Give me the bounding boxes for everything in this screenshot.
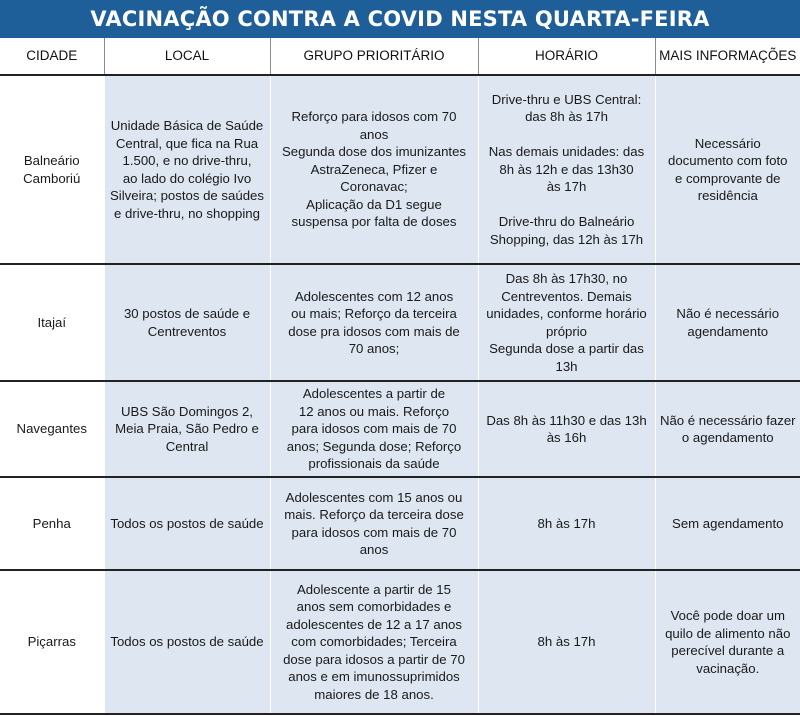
cell-grupo <box>270 264 478 381</box>
local-text: Todos os postos de saúde <box>110 634 264 650</box>
cell-info <box>655 477 800 570</box>
grupo-text: Adolescentes com 12 anos ou mais; Reforço da terceira dose pra idosos com mais de 70 anos; <box>288 288 460 356</box>
horario-text: Das 8h às 11h30 e das 13h às 16h <box>486 412 647 445</box>
grupo-text: Adolescentes com 15 anos ou mais. Reforço da terceira dose para idosos com mais de 70 anos <box>284 489 464 557</box>
cell-info <box>655 381 800 477</box>
cidade-text: Navegantes <box>16 421 87 437</box>
table-row-navegantes <box>0 381 800 477</box>
cidade-text: Itajaí <box>37 314 67 330</box>
cell-horario <box>478 75 655 264</box>
cell-horario <box>478 570 655 714</box>
cell-local <box>104 570 270 714</box>
cell-cidade <box>0 570 104 714</box>
info-text: Necessário documento com foto e comprovante de residência <box>668 135 788 203</box>
info-text: Não é necessário agendamento <box>676 306 780 339</box>
cell-horario <box>478 381 655 477</box>
table-row-itajai <box>0 264 800 381</box>
local-text: UBS São Domingos 2, Meia Praia, São Pedro e Central <box>115 403 259 454</box>
local-text: 30 postos de saúde e Centreventos <box>123 306 251 339</box>
info-text: Você pode doar um quilo de alimento não perecível durante a vacinação. <box>665 608 791 676</box>
cell-info <box>655 570 800 714</box>
cidade-text: Piçarras <box>27 634 76 650</box>
cell-cidade <box>0 381 104 477</box>
horario-text: 8h às 17h <box>537 634 596 650</box>
local-text: Todos os postos de saúde <box>110 515 264 531</box>
cell-horario <box>478 264 655 381</box>
vaccination-table <box>0 38 800 715</box>
info-text: Não é necessário fazer o agendamento <box>659 412 796 445</box>
infographic-title: VACINAÇÃO CONTRA A COVID NESTA QUARTA-FEIRA <box>0 0 800 38</box>
cell-info <box>655 75 800 264</box>
cidade-text: Penha <box>32 515 71 531</box>
header-mais-informacoes: MAIS INFORMAÇÕES <box>655 38 800 75</box>
grupo-text: Adolescente a partir de 15 anos sem comorbidades e adolescentes de 12 a 17 anos com comorbidades; Terceira dose para idosos a partir de 70 anos e em imunossuprimidos maiores de 18 anos. <box>283 581 465 702</box>
info-text: Sem agendamento <box>672 515 784 531</box>
cell-grupo <box>270 570 478 714</box>
cell-local <box>104 75 270 264</box>
cell-local <box>104 264 270 381</box>
cidade-text: Balneário Camboriú <box>23 153 81 186</box>
table-row-penha <box>0 477 800 570</box>
local-text: Unidade Básica de Saúde Central, que fica na Rua 1.500, e no drive-thru, ao lado do colégio Ivo Silveira; postos de saúdes e drive-thru, no shopping <box>110 118 264 221</box>
table-header-row <box>0 38 800 75</box>
cell-info <box>655 264 800 381</box>
horario-text: Drive-thru e UBS Central: das 8h às 17h Nas demais unidades: das 8h às 12h e das 13h30 às 17h Drive-thru do Balneário Shopping, das 12h às 17h <box>488 91 645 247</box>
table-row-balneario-camboriu <box>0 75 800 264</box>
horario-text: Das 8h às 17h30, no Centreventos. Demais unidades, conforme horário próprio Segunda dose a partir das 13h <box>486 271 647 374</box>
header-cidade: CIDADE <box>0 38 104 75</box>
grupo-text: Reforço para idosos com 70 anos Segunda dose dos imunizantes AstraZeneca, Pfizer e Coronavac; Aplicação da D1 segue suspensa por falta de doses <box>281 109 467 230</box>
cell-cidade <box>0 75 104 264</box>
table-row-picarras <box>0 570 800 714</box>
header-horario: HORÁRIO <box>478 38 655 75</box>
cell-cidade <box>0 264 104 381</box>
cell-local <box>104 477 270 570</box>
cell-grupo <box>270 75 478 264</box>
cell-horario <box>478 477 655 570</box>
cell-cidade <box>0 477 104 570</box>
grupo-text: Adolescentes a partir de 12 anos ou mais. Reforço para idosos com mais de 70 anos; Segunda dose; Reforço profissionais da saúde <box>286 386 462 472</box>
header-local: LOCAL <box>104 38 270 75</box>
cell-grupo <box>270 381 478 477</box>
cell-grupo <box>270 477 478 570</box>
header-grupo-prioritario: GRUPO PRIORITÁRIO <box>270 38 478 75</box>
horario-text: 8h às 17h <box>537 515 596 531</box>
cell-local <box>104 381 270 477</box>
